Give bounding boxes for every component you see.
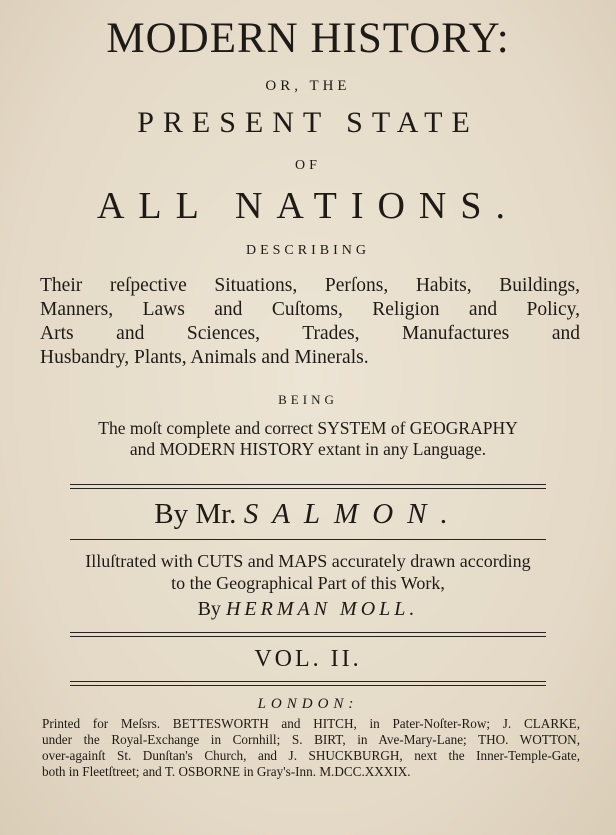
description-line: Manners, Laws and Cuſtoms, Religion and Policy, (40, 299, 580, 320)
divider-rule (70, 636, 546, 637)
author-line (0, 498, 616, 531)
description-block (40, 274, 580, 370)
divider-rule (70, 539, 546, 540)
author-prefix: By Mr. (154, 498, 237, 530)
being-label: BEING (278, 392, 338, 407)
imprint-line: Printed for Meſsrs. BETTESWORTH and HITCH, in Pater-Noſter-Row; J. CLARKE, (42, 716, 580, 731)
system-line-2: and MODERN HISTORY extant in any Language. (129, 439, 487, 459)
all-nations-heading: ALL NATIONS. (96, 185, 519, 227)
imprint-line: over-againſt St. Dunſtan's Church, and J. SHUCKBURGH, next the Inner-Temple-Gate, (42, 748, 580, 763)
description-line: Husbandry, Plants, Animals and Minerals. (40, 347, 369, 368)
divider-rule (70, 685, 546, 686)
system-line-1: The moſt complete and correct SYSTEM of GEOGRAPHY (98, 418, 518, 438)
author-name: SALMON. (243, 498, 462, 530)
of-line: OF (295, 158, 321, 173)
description-line: Their reſpective Situations, Perſons, Habits, Buildings, (40, 275, 580, 296)
description-line: Arts and Sciences, Trades, Manufactures and (40, 323, 580, 344)
imprint-line: under the Royal-Exchange in Cornhill; S. BIRT, in Ave-Mary-Lane; THO. WOTTON, (42, 732, 580, 747)
imprint-block (42, 716, 580, 780)
imprint-line: both in Fleetſtreet; and T. OSBORNE in Gray's-Inn. M.DCC.XXXIX. (42, 764, 411, 779)
divider-rule (70, 484, 546, 485)
illustrated-line-2: to the Geographical Part of this Work, (171, 573, 445, 593)
describing-label: DESCRIBING (245, 243, 370, 258)
subtitle-or: OR, THE (265, 78, 351, 94)
imprint-place: LONDON: (257, 696, 359, 712)
present-state-heading: PRESENT STATE (137, 106, 479, 139)
illustrator-prefix: By (197, 598, 221, 620)
divider-rule (70, 632, 546, 633)
illustrated-line-1: Illuſtrated with CUTS and MAPS accurately drawn according (85, 551, 531, 571)
divider-rule (70, 488, 546, 489)
volume-number: VOL. II. (254, 646, 362, 672)
divider-rule (70, 681, 546, 682)
illustrator-line (0, 598, 616, 621)
main-title: MODERN HISTORY: (106, 15, 510, 62)
illustrator-name: HERMAN MOLL. (225, 598, 419, 620)
